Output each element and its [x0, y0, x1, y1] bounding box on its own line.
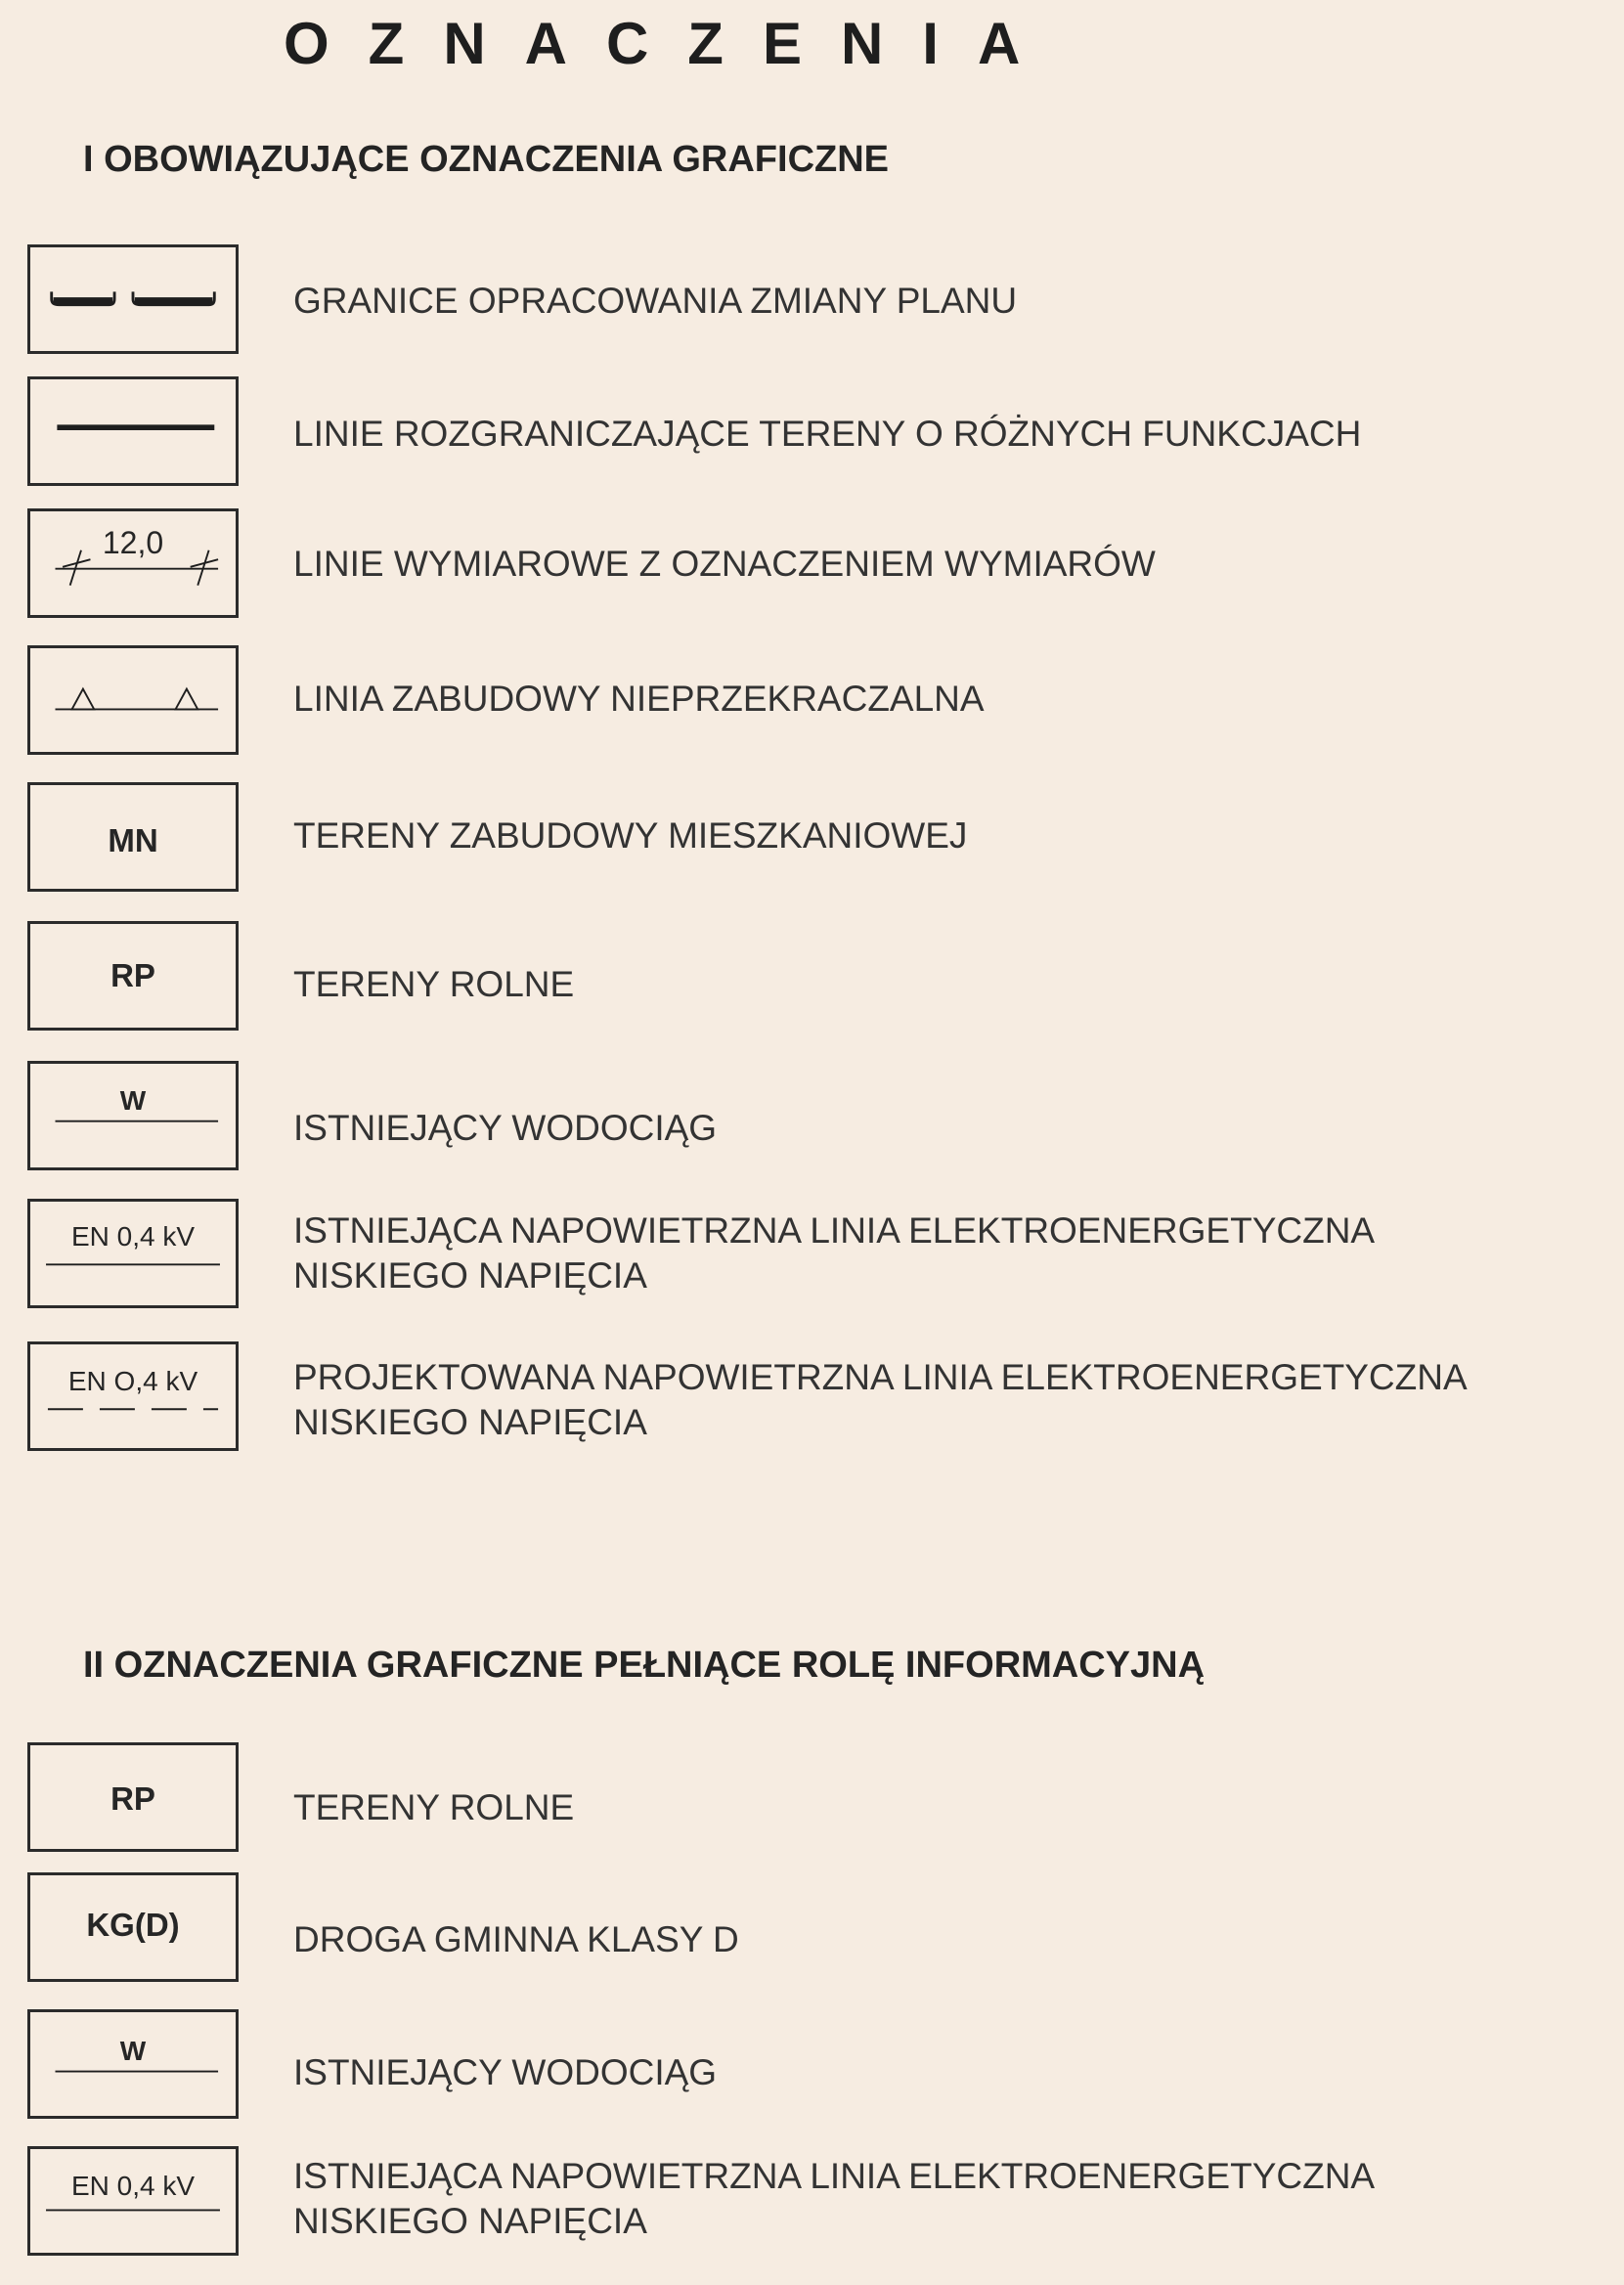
legend-label-line-2: NISKIEGO NAPIĘCIA — [293, 1255, 647, 1296]
rp-symbol — [27, 921, 239, 1031]
legend-label: TERENY ROLNE — [293, 964, 575, 1004]
mn-symbol — [27, 782, 239, 892]
utility-code: W — [119, 2036, 147, 2066]
legend-label-line-2: NISKIEGO NAPIĘCIA — [293, 2201, 647, 2241]
plan-boundary-line-icon — [30, 247, 236, 351]
building-line-triangles-icon — [30, 648, 236, 752]
zone-code: RP — [110, 957, 155, 993]
legend-label-line-1: ISTNIEJĄCA NAPOWIETRZNA LINIA ELEKTROENERGETYCZNA — [293, 2156, 1376, 2196]
kgd-symbol — [27, 1872, 239, 1982]
utility-code: EN 0,4 kV — [70, 2171, 196, 2201]
legend-label: LINIE ROZGRANICZAJĄCE TERENY O RÓŻNYCH FUNKCJACH — [293, 414, 1362, 454]
solid-line-icon — [30, 379, 236, 483]
road-code: KG(D) — [86, 1907, 180, 1943]
building-line-symbol — [27, 645, 239, 755]
plan-boundary-symbol — [27, 244, 239, 354]
water-pipe-symbol — [27, 1061, 239, 1170]
utility-code: EN 0,4 kV — [70, 1221, 196, 1252]
projected-power-line-symbol — [27, 1341, 239, 1451]
water-pipe-symbol — [27, 2009, 239, 2119]
legend-label-line-1: PROJEKTOWANA NAPOWIETRZNA LINIA ELEKTROENERGETYCZNA — [293, 1357, 1468, 1397]
section-2-heading: II OZNACZENIA GRAFICZNE PEŁNIĄCE ROLĘ INFORMACYJNĄ — [83, 1645, 1206, 1686]
zone-code: MN — [108, 822, 158, 858]
dimension-line-symbol — [27, 508, 239, 618]
legend-label: LINIE WYMIAROWE Z OZNACZENIEM WYMIARÓW — [293, 544, 1156, 584]
zone-code: RP — [110, 1780, 155, 1817]
legend-label: ISTNIEJĄCY WODOCIĄG — [293, 2052, 718, 2092]
utility-code: W — [119, 1085, 147, 1116]
legend-label: TERENY ZABUDOWY MIESZKANIOWEJ — [293, 815, 968, 856]
legend-label: TERENY ROLNE — [293, 1787, 575, 1827]
legend-label: LINIA ZABUDOWY NIEPRZEKRACZALNA — [293, 679, 985, 719]
legend-label: ISTNIEJĄCY WODOCIĄG — [293, 1108, 718, 1148]
legend-label-line-2: NISKIEGO NAPIĘCIA — [293, 1402, 647, 1442]
legend-label: GRANICE OPRACOWANIA ZMIANY PLANU — [293, 281, 1018, 321]
existing-power-line-symbol — [27, 2146, 239, 2256]
legend-label: DROGA GMINNA KLASY D — [293, 1919, 739, 1959]
legend-label-line-1: ISTNIEJĄCA NAPOWIETRZNA LINIA ELEKTROENERGETYCZNA — [293, 1210, 1376, 1251]
power-line-icon — [30, 1202, 236, 1305]
legend-title: OZNACZENIA — [284, 11, 1060, 76]
rp-symbol — [27, 1742, 239, 1852]
section-1-heading: I OBOWIĄZUJĄCE OZNACZENIA GRAFICZNE — [83, 139, 890, 180]
existing-power-line-symbol — [27, 1199, 239, 1308]
dimension-value: 12,0 — [102, 525, 164, 560]
utility-code: EN O,4 kV — [67, 1366, 198, 1396]
demarcation-line-symbol — [27, 376, 239, 486]
